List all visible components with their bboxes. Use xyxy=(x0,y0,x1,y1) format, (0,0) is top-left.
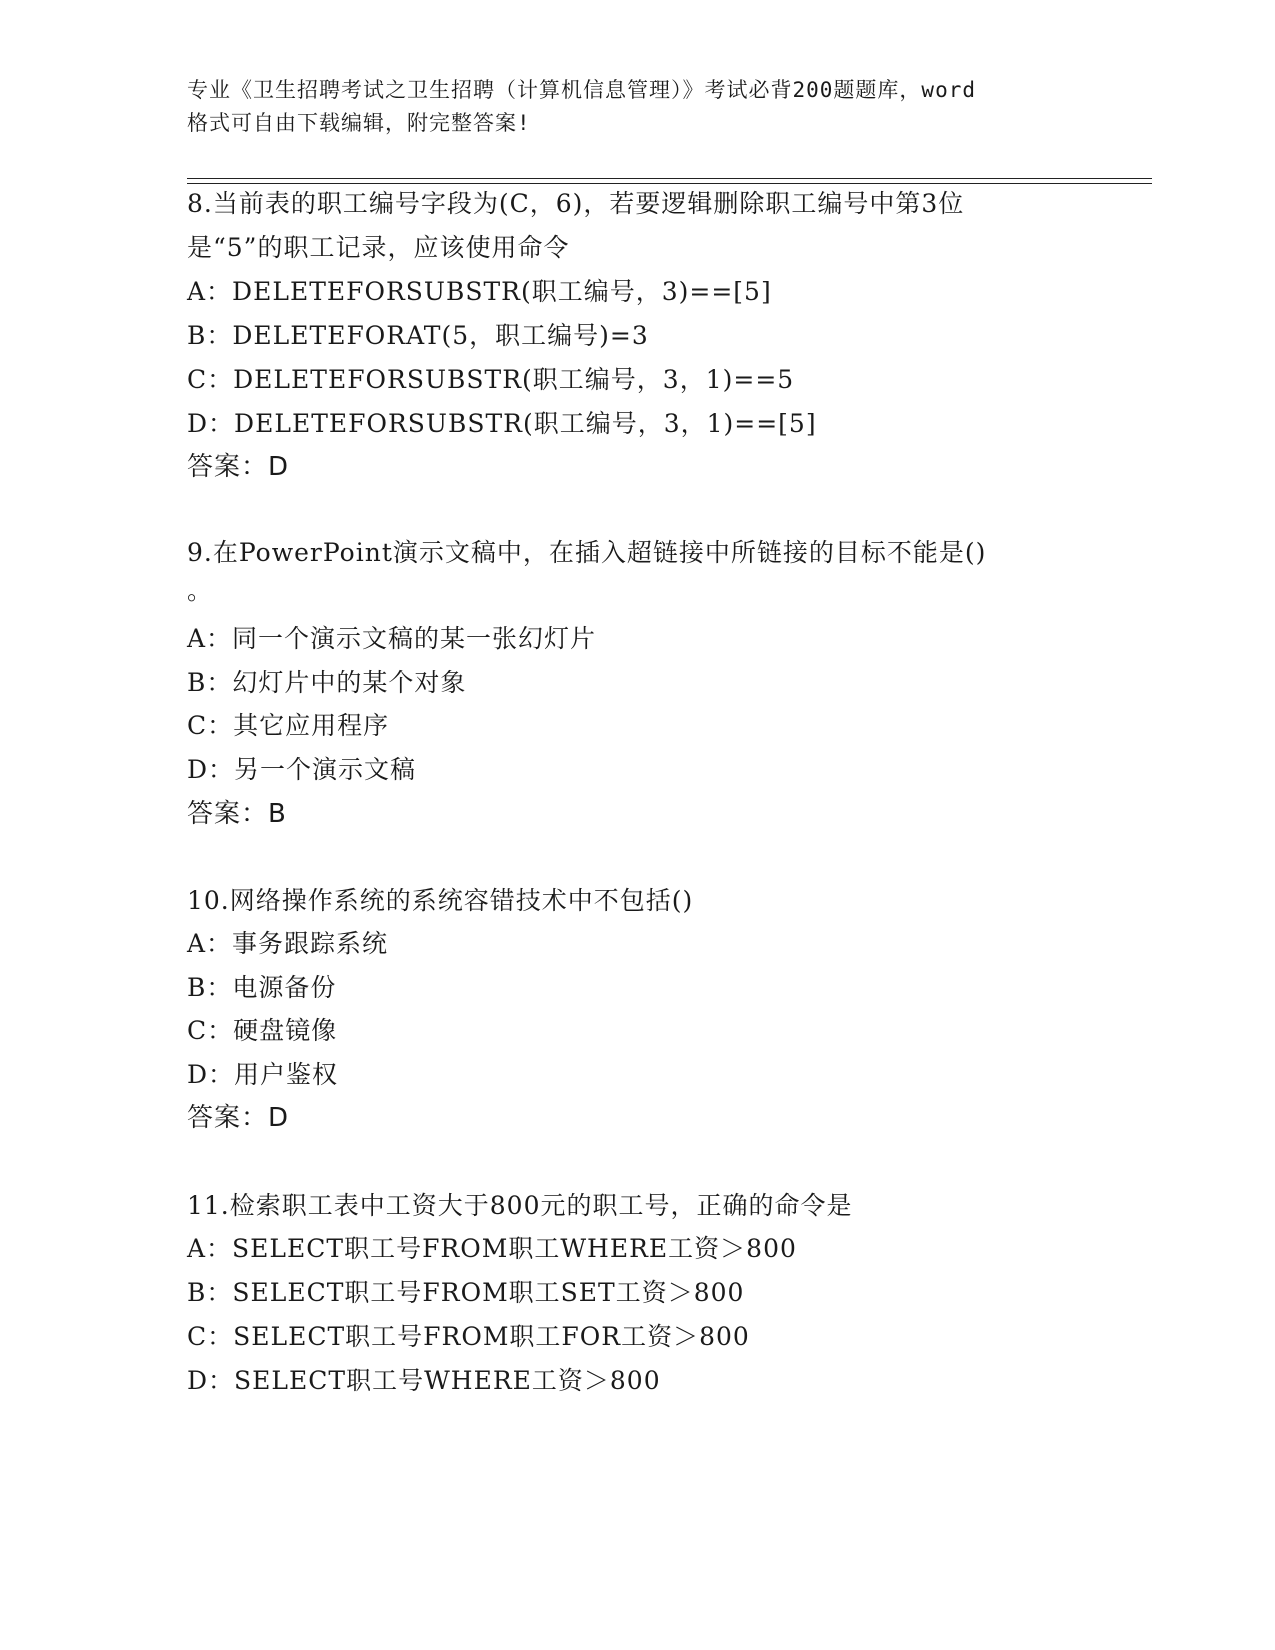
option-c: C：DELETEFORSUBSTR(职工编号，3，1)==5 xyxy=(187,365,795,394)
question-stem: 9.在PowerPoint演示文稿中，在插入超链接中所链接的目标不能是() xyxy=(187,538,987,567)
option-b: B：电源备份 xyxy=(187,973,337,1002)
question-stem-cont: 是“5”的职工记录，应该使用命令 xyxy=(187,233,570,262)
option-b: B：幻灯片中的某个对象 xyxy=(187,668,467,697)
header-divider-bottom xyxy=(187,183,1152,184)
option-c: C：硬盘镜像 xyxy=(187,1016,338,1045)
answer: 答案：B xyxy=(187,799,287,829)
option-b: B：SELECT职工号FROM职工SET工资＞800 xyxy=(187,1278,745,1307)
option-c: C：其它应用程序 xyxy=(187,711,390,740)
question-stem: 11.检索职工表中工资大于800元的职工号，正确的命令是 xyxy=(187,1191,853,1220)
option-d: D：DELETEFORSUBSTR(职工编号，3，1)==[5] xyxy=(187,409,817,438)
option-a: A：同一个演示文稿的某一张幻灯片 xyxy=(187,624,597,653)
answer: 答案：D xyxy=(187,1103,290,1133)
option-a: A：事务跟踪系统 xyxy=(187,929,389,958)
answer: 答案：D xyxy=(187,452,290,482)
header-divider-top xyxy=(187,178,1152,179)
question-stem: 10.网络操作系统的系统容错技术中不包括() xyxy=(187,886,694,915)
question-stem: 8.当前表的职工编号字段为(C，6)，若要逻辑删除职工编号中第3位 xyxy=(187,189,965,218)
option-d: D：另一个演示文稿 xyxy=(187,755,417,784)
header-line-2: 格式可自由下载编辑，附完整答案! xyxy=(187,111,531,135)
option-d: D：SELECT职工号WHERE工资＞800 xyxy=(187,1366,661,1395)
document-header xyxy=(187,74,1087,140)
option-c: C：SELECT职工号FROM职工FOR工资＞800 xyxy=(187,1322,750,1351)
header-line-1: 专业《卫生招聘考试之卫生招聘（计算机信息管理）》考试必背200题题库，word xyxy=(187,78,976,102)
option-a: A：SELECT职工号FROM职工WHERE工资＞800 xyxy=(187,1234,797,1263)
option-d: D：用户鉴权 xyxy=(187,1060,339,1089)
option-a: A：DELETEFORSUBSTR(职工编号，3)==[5] xyxy=(187,277,772,306)
option-b: B：DELETEFORAT(5，职工编号)=3 xyxy=(187,321,649,350)
question-stem-cont: 。 xyxy=(187,576,214,605)
